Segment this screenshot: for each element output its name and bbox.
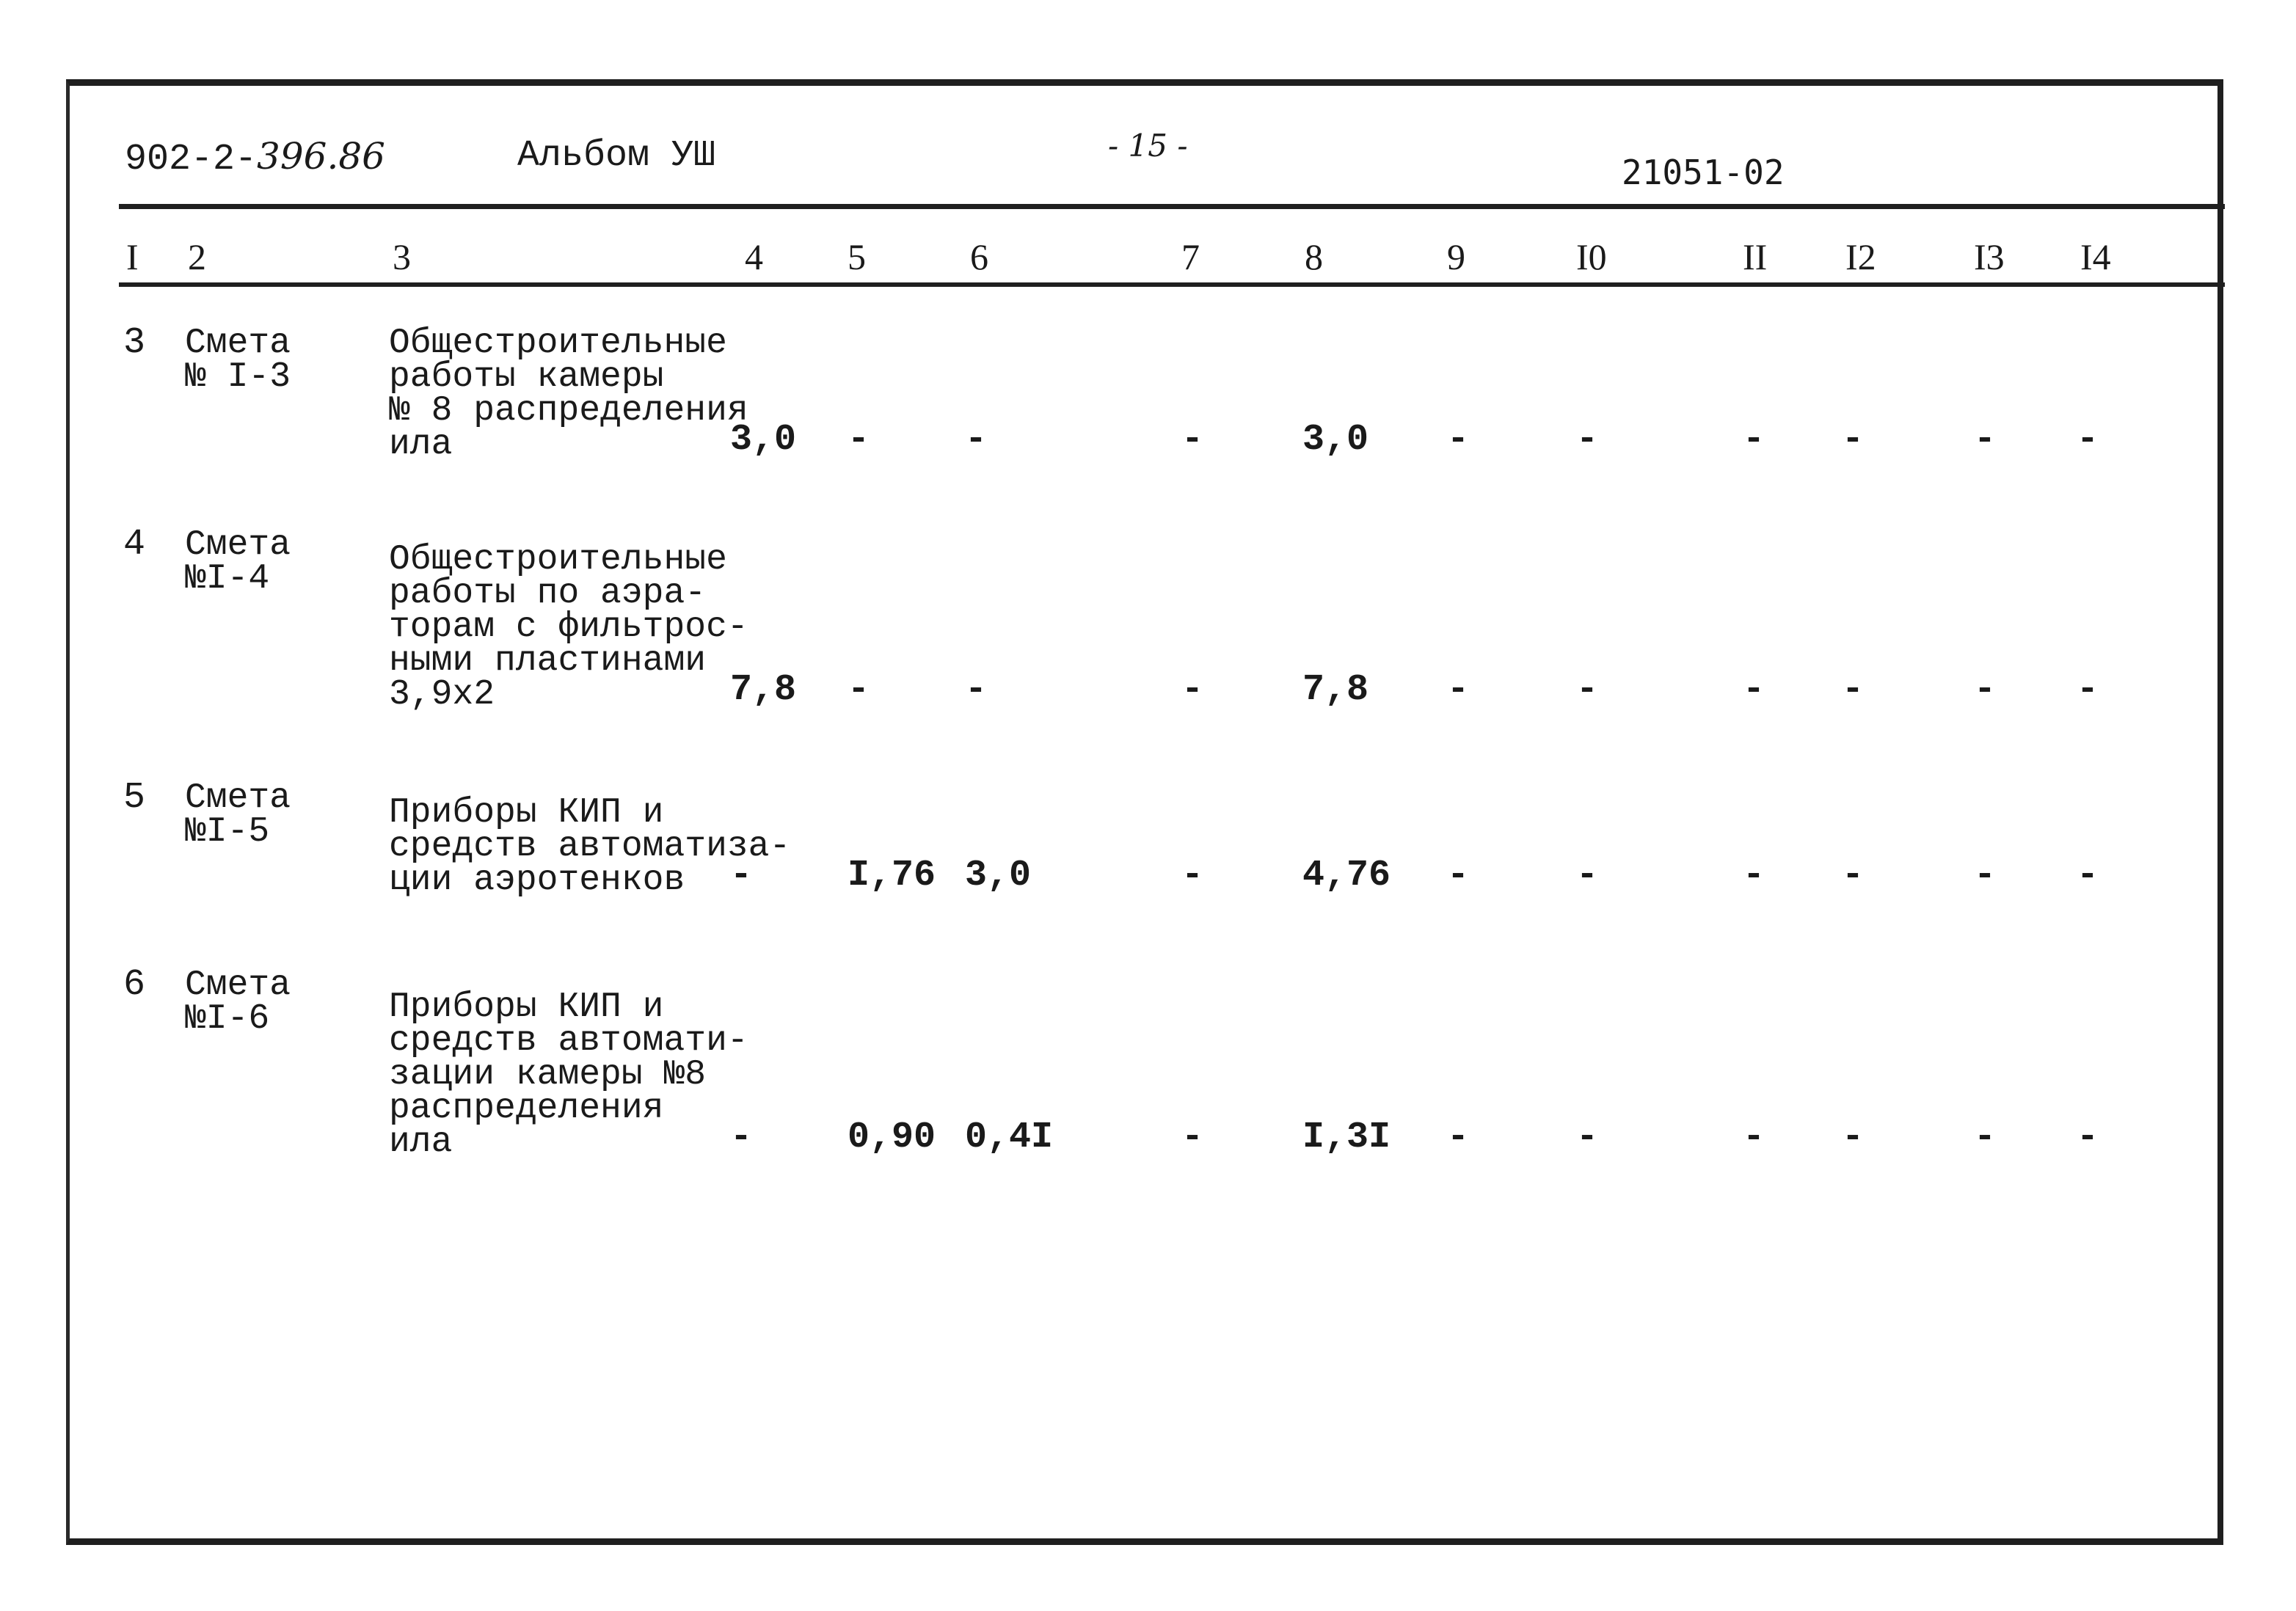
cost-value: - — [1974, 1117, 1997, 1158]
cost-value: - — [1181, 669, 1204, 711]
cost-value: - — [730, 855, 753, 896]
column-number: 8 — [1305, 236, 1323, 277]
row-number: 6 — [123, 964, 146, 1006]
document-code-prefix: 902-2- — [125, 139, 258, 180]
column-number: 6 — [970, 236, 988, 277]
cost-value: - — [1447, 669, 1470, 711]
cost-value: - — [1743, 855, 1765, 896]
estimate-reference: Смета — [185, 778, 291, 818]
cost-value: - — [1447, 855, 1470, 896]
estimate-reference: №I-5 — [185, 812, 270, 852]
cost-value: - — [848, 419, 870, 461]
column-number: II — [1743, 236, 1768, 277]
column-number: 5 — [848, 236, 866, 277]
cost-value: - — [1181, 419, 1204, 461]
estimate-reference: №I-6 — [185, 999, 270, 1039]
row-number: 3 — [123, 322, 146, 364]
sheet-number: 21051-02 — [1622, 153, 1785, 192]
cost-value: - — [1842, 669, 1865, 711]
work-description: Общестроительные — [389, 540, 727, 580]
estimate-reference: №I-4 — [185, 559, 270, 599]
work-description: зации камеры №8 — [389, 1055, 707, 1095]
estimate-reference: Смета — [185, 525, 291, 565]
cost-value: - — [2077, 855, 2099, 896]
row-number: 5 — [123, 777, 146, 819]
cost-value: - — [1743, 419, 1765, 461]
cost-value: - — [1576, 1117, 1599, 1158]
cost-value: 3,0 — [730, 419, 797, 461]
column-number: 4 — [745, 236, 763, 277]
work-description: № 8 распределения — [389, 391, 748, 431]
column-number: I4 — [2080, 236, 2111, 277]
column-number: I0 — [1576, 236, 1607, 277]
cost-value: - — [1181, 1117, 1204, 1158]
column-number: I — [126, 236, 139, 277]
cost-value: 7,8 — [1302, 669, 1369, 711]
cost-value: 0,90 — [848, 1117, 936, 1158]
cost-value: - — [1974, 855, 1997, 896]
cost-value: - — [1842, 419, 1865, 461]
column-number: 2 — [188, 236, 206, 277]
work-description: средств автоматиза- — [389, 827, 791, 866]
cost-value: - — [965, 419, 988, 461]
work-description: средств автомати- — [389, 1021, 748, 1061]
cost-value: - — [2077, 419, 2099, 461]
cost-value: 7,8 — [730, 669, 797, 711]
cost-value: - — [1743, 1117, 1765, 1158]
column-number: 3 — [393, 236, 411, 277]
estimate-reference: № I-3 — [185, 357, 291, 397]
work-description: ции аэротенков — [389, 861, 685, 900]
work-description: работы по аэра- — [389, 574, 707, 613]
cost-value: - — [1842, 1117, 1865, 1158]
cost-value: - — [1447, 1117, 1470, 1158]
work-description: работы камеры — [389, 357, 664, 397]
row-number: 4 — [123, 524, 146, 566]
document-code-handwritten: 396.86 — [257, 135, 385, 178]
work-description: Общестроительные — [389, 324, 727, 363]
cost-value: 3,0 — [965, 855, 1032, 896]
cost-value: - — [1974, 419, 1997, 461]
cost-value: 3,0 — [1302, 419, 1369, 461]
estimate-reference: Смета — [185, 965, 291, 1005]
page-number: - 15 - — [1108, 128, 1188, 164]
column-number: I2 — [1845, 236, 1876, 277]
cost-value: - — [1576, 669, 1599, 711]
work-description: Приборы КИП и — [389, 793, 664, 833]
cost-value: - — [1842, 855, 1865, 896]
cost-value: - — [2077, 1117, 2099, 1158]
work-description: Приборы КИП и — [389, 987, 664, 1027]
cost-value: - — [730, 1117, 753, 1158]
column-number: I3 — [1974, 236, 2005, 277]
cost-value: - — [2077, 669, 2099, 711]
cost-value: I,76 — [848, 855, 936, 896]
cost-value: - — [1974, 669, 1997, 711]
work-description: торам с фильтрос- — [389, 607, 748, 647]
cost-value: - — [1576, 855, 1599, 896]
cost-value: I,3I — [1302, 1117, 1391, 1158]
work-description: ила — [389, 425, 453, 464]
estimate-reference: Смета — [185, 324, 291, 363]
cost-value: - — [848, 669, 870, 711]
cost-value: - — [1576, 419, 1599, 461]
cost-value: 4,76 — [1302, 855, 1391, 896]
column-number: 9 — [1447, 236, 1465, 277]
cost-value: - — [1447, 419, 1470, 461]
work-description: 3,9х2 — [389, 675, 495, 715]
album-label: Альбом УШ — [517, 135, 716, 177]
header-rule — [119, 204, 2225, 209]
work-description: ными пластинами — [389, 641, 707, 681]
cost-value: - — [965, 669, 988, 711]
column-header-rule — [119, 282, 2225, 287]
work-description: ила — [389, 1122, 453, 1162]
cost-value: 0,4I — [965, 1117, 1054, 1158]
work-description: распределения — [389, 1089, 664, 1128]
column-number: 7 — [1181, 236, 1200, 277]
cost-value: - — [1181, 855, 1204, 896]
cost-value: - — [1743, 669, 1765, 711]
document-code — [125, 135, 385, 180]
